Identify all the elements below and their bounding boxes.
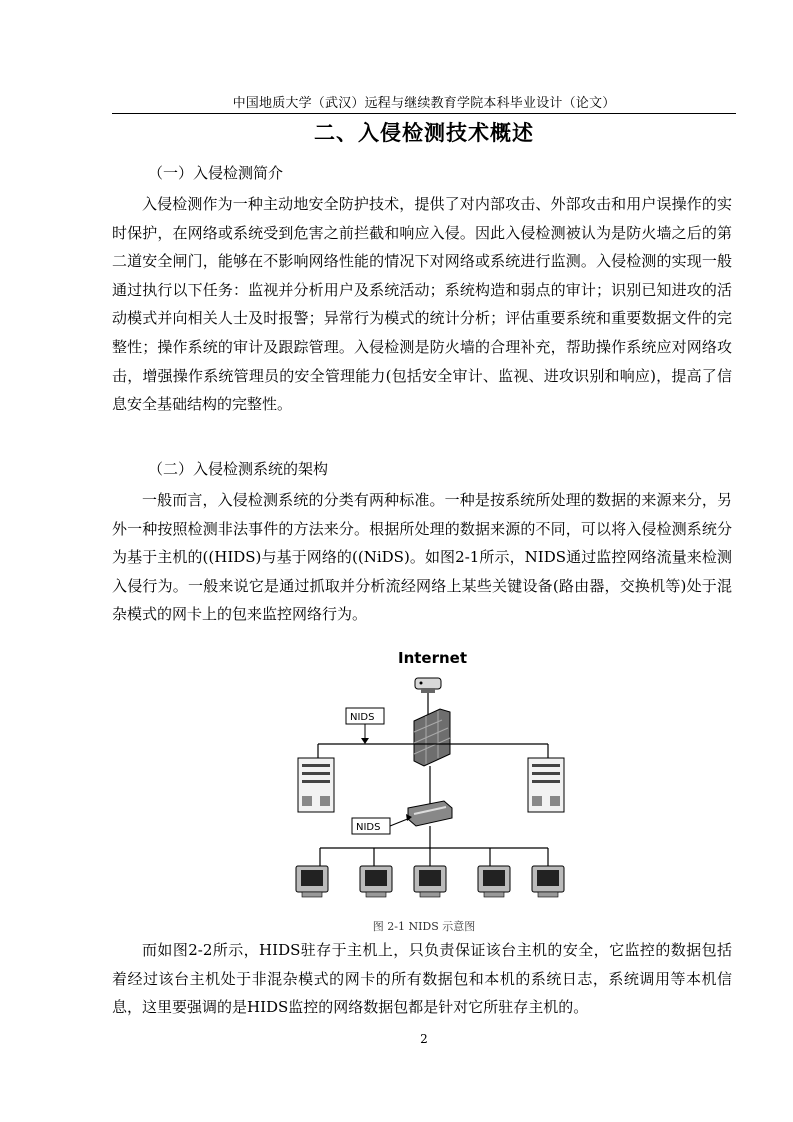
workstation-icon-5 (532, 848, 564, 897)
server-icon-right (528, 758, 564, 812)
chapter-title: 二、入侵检测技术概述 (314, 121, 534, 145)
nids-diagram (280, 646, 580, 910)
workstation-icon-1 (296, 848, 328, 897)
workstation-icon-2 (360, 848, 392, 897)
server-icon-left (298, 758, 334, 812)
running-header: 中国地质大学（武汉）远程与继续教育学院本科毕业设计（论文） (232, 96, 616, 111)
section-heading-architecture: （二）入侵检测系统的架构 (148, 460, 329, 478)
figure-caption: 图 2-1 NIDS 示意图 (372, 920, 476, 933)
paragraph-hids: 而如图2-2所示，HIDS驻存于主机上，只负责保证该台主机的安全，它监控的数据包括着经过该台主机处于非混杂模式的网卡的所有数据包和本机的系统日志，系统调用等本机信息，这里要强调的是HIDS监控的网络数据包都是针对它所驻存主机的。 (112, 941, 732, 1017)
header-rule (112, 113, 736, 114)
router-icon (415, 678, 441, 693)
page-number: 2 (420, 1032, 428, 1046)
switch-icon (408, 801, 452, 826)
nids-label-top: NIDS (350, 712, 375, 723)
workstation-icon-3 (414, 848, 446, 897)
workstation-icon-4 (478, 848, 510, 897)
internet-label: Internet (398, 649, 468, 667)
firewall-icon (414, 709, 450, 766)
paragraph-architecture: 一般而言，入侵检测系统的分类有两种标准。一种是按系统所处理的数据的来源来分，另外一种按照检测非法事件的方法来分。根据所处理的数据来源的不同，可以将入侵检测系统分为基于主机的((HIDS)与基于网络的((NiDS)。如图2-1所示，NIDS通过监控网络流量来检测入侵行为。一般来说它是通过抓取并分析流经网络上某些关键设备(路由器，交换机等)处于混杂模式的网卡上的包来监控网络行为。 (112, 491, 732, 624)
paragraph-intro: 入侵检测作为一种主动地安全防护技术，提供了对内部攻击、外部攻击和用户误操作的实时保护，在网络或系统受到危害之前拦截和响应入侵。因此入侵检测被认为是防火墙之后的第二道安全闸门，能够在不影响网络性能的情况下对网络或系统进行监测。入侵检测的实现一般通过执行以下任务：监视并分析用户及系统活动；系统构造和弱点的审计；识别已知进攻的活动模式并向相关人士及时报警；异常行为模式的统计分析；评估重要系统和重要数据文件的完整性；操作系统的审计及跟踪管理。入侵检测是防火墙的合理补充，帮助操作系统应对网络攻击，增强操作系统管理员的安全管理能力(包括安全审计、监视、进攻识别和响应)，提高了信息安全基础结构的完整性。 (112, 195, 732, 414)
section-heading-intro: （一）入侵检测简介 (148, 164, 284, 182)
nids-label-bottom: NIDS (356, 822, 381, 833)
